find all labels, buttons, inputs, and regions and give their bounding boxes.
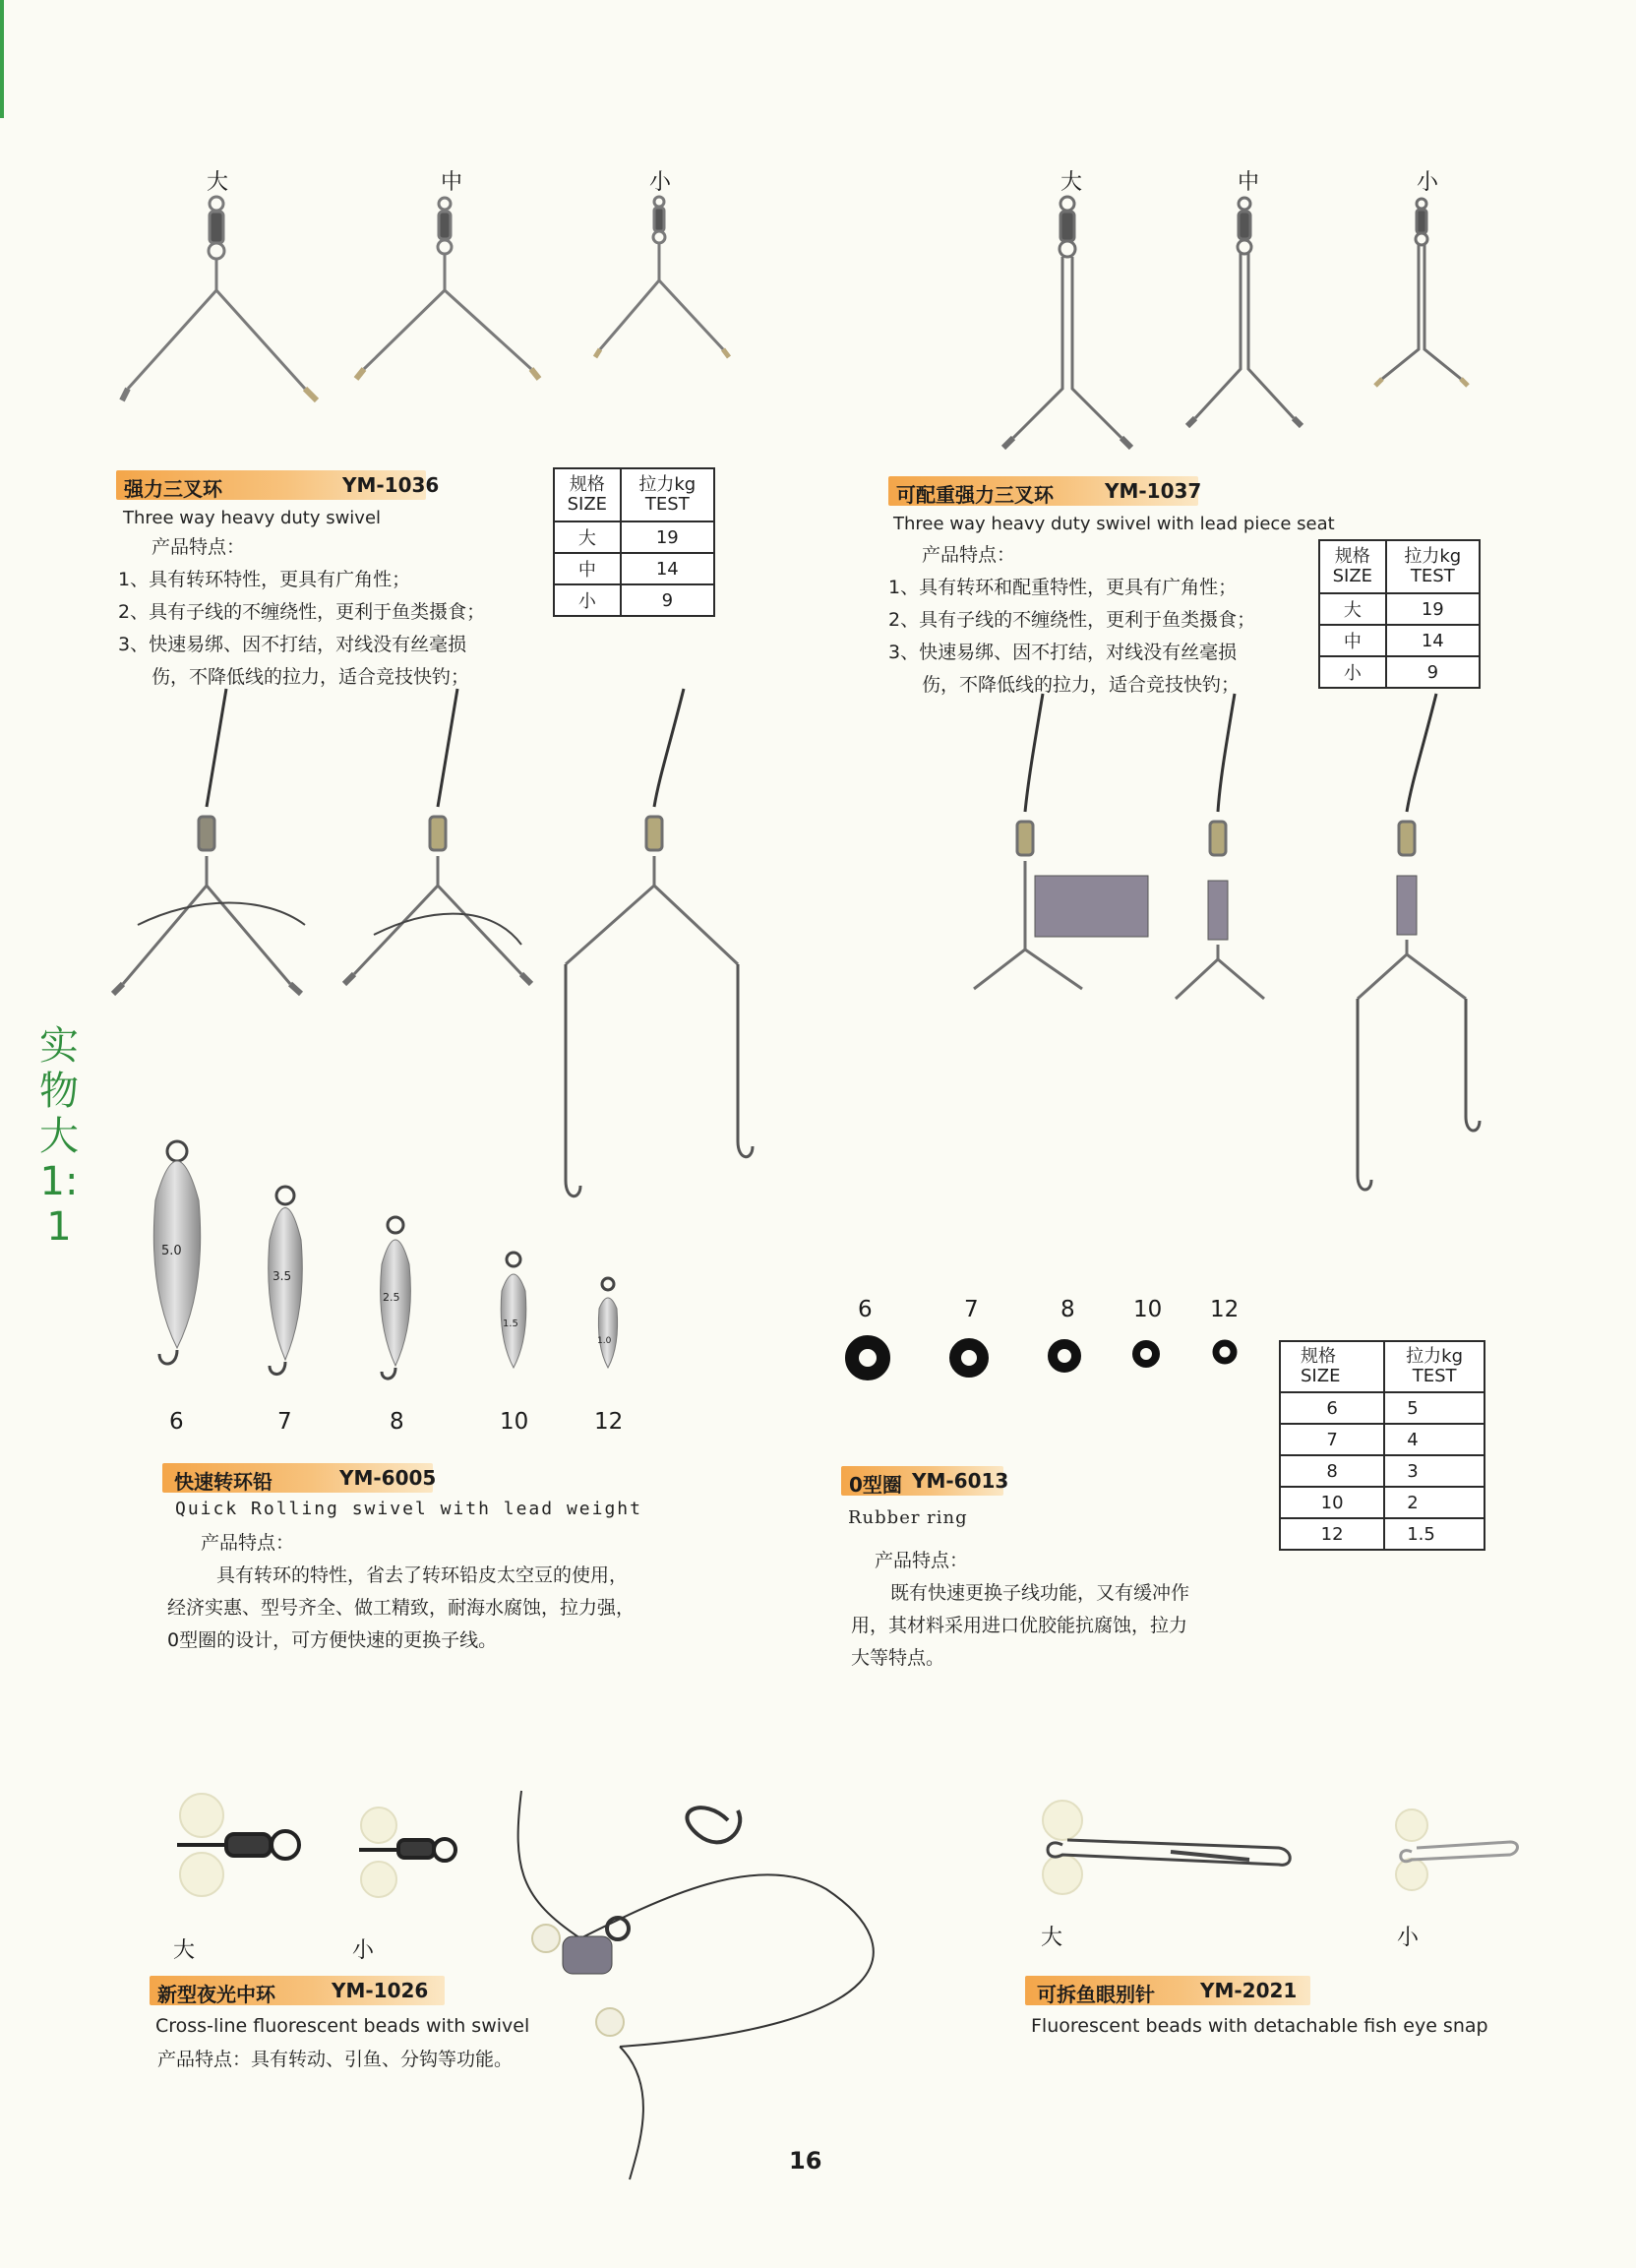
weight-mark: 1.5 xyxy=(503,1318,518,1329)
size-label-large: 大 xyxy=(173,1938,196,1963)
product-name-cn: 新型夜光中环 xyxy=(157,1983,275,2006)
product-name-cn: 可配重强力三叉环 xyxy=(896,483,1054,507)
fluorescent-rig-illustration xyxy=(502,1791,935,2184)
weight-mark: 2.5 xyxy=(383,1291,400,1304)
weight-mark: 1.0 xyxy=(597,1336,612,1346)
product-name-cn: 可拆鱼眼别针 xyxy=(1037,1983,1155,2006)
product-code: YM-1037 xyxy=(1105,479,1202,503)
product-name-cn: 快速转环铅 xyxy=(174,1470,273,1494)
product-name-en: Rubber ring xyxy=(848,1507,968,1528)
table-row: 中 14 xyxy=(1319,625,1480,656)
table-row: 12 1.5 xyxy=(1280,1518,1485,1550)
size-label-small: 小 xyxy=(1397,1926,1420,1950)
table-header-size: 规格 SIZE xyxy=(1280,1341,1384,1392)
rubber-ring-illustrations xyxy=(836,1328,1249,1397)
size-label-small: 小 xyxy=(1417,170,1439,195)
table-row: 6 5 xyxy=(1280,1392,1485,1424)
fish-eye-snap-illustrations xyxy=(1023,1791,1535,1919)
table-header-test: 拉力kg TEST xyxy=(621,468,714,521)
table-row: 8 3 xyxy=(1280,1455,1485,1487)
table-row: 7 4 xyxy=(1280,1424,1485,1455)
feature-list-ym6013 xyxy=(851,1545,1189,1675)
table-row: 大 19 xyxy=(554,521,714,553)
table-header-size: 规格 SIZE xyxy=(554,468,621,521)
feature-item: 伤，不降低线的拉力，适合竞技快钓； xyxy=(151,666,470,688)
rig-illustrations-ym1037 xyxy=(954,694,1505,1205)
table-header-test: 拉力kg TEST xyxy=(1386,540,1480,593)
feature-item: 既有快速更换子线功能，又有缓冲作 xyxy=(890,1582,1190,1604)
features-title: 产品特点： xyxy=(875,1550,969,1571)
lead-weight-illustrations xyxy=(138,1132,669,1387)
weight-size-label: 7 xyxy=(277,1409,292,1435)
feature-list-ym1036 xyxy=(118,531,485,694)
rig-illustrations-ym1036 xyxy=(108,689,757,1200)
product-code: YM-1036 xyxy=(342,473,440,497)
weight-mark: 5.0 xyxy=(161,1244,182,1258)
feature-list-ym1037 xyxy=(888,539,1255,702)
ring-size-label: 6 xyxy=(858,1297,873,1322)
feature-item: 具有转环的特性，省去了转环铅皮太空豆的使用， xyxy=(216,1564,629,1586)
product-name-en: Fluorescent beads with detachable fish eye snap xyxy=(1031,2015,1488,2037)
table-row: 小 9 xyxy=(1319,656,1480,688)
table-row: 小 9 xyxy=(554,584,714,616)
ring-size-label: 8 xyxy=(1060,1297,1075,1322)
feature-item: 经济实惠、型号齐全、做工精致，耐海水腐蚀，拉力强， xyxy=(167,1597,636,1619)
fluorescent-swivel-illustrations xyxy=(157,1791,482,1929)
feature-item: 3、快速易绑、因不打结，对线没有丝毫损 xyxy=(888,642,1238,663)
table-row: 10 2 xyxy=(1280,1487,1485,1518)
ring-size-label: 7 xyxy=(964,1297,979,1322)
feature-item: 2、具有子线的不缠绕性，更利于鱼类摄食； xyxy=(118,601,486,623)
weight-size-label: 8 xyxy=(390,1409,404,1435)
size-label-large: 大 xyxy=(207,170,229,195)
three-way-swivel-illustrations xyxy=(98,192,561,418)
title-band-ym6005 xyxy=(162,1463,437,1494)
three-way-lead-swivel-illustrations xyxy=(994,192,1505,458)
feature-item: 伤，不降低线的拉力，适合竞技快钓； xyxy=(922,674,1241,696)
features-title: 产品特点： xyxy=(151,536,246,558)
features-title: 产品特点： xyxy=(922,544,1016,566)
three-way-swivel-small-illustration xyxy=(585,192,772,369)
weight-size-label: 10 xyxy=(500,1409,529,1435)
feature-item: 1、具有转环特性，更具有广角性； xyxy=(118,569,411,590)
feature-item: 2、具有子线的不缠绕性，更利于鱼类摄食； xyxy=(888,609,1256,631)
spec-table-ym1037 xyxy=(1318,539,1481,689)
product-name-en: Cross-line fluorescent beads with swivel xyxy=(155,2015,530,2037)
title-band-ym1026 xyxy=(150,1976,445,2005)
feature-item: 0型圈的设计，可方便快速的更换子线。 xyxy=(167,1629,498,1651)
features-title: 产品特点： xyxy=(201,1532,295,1554)
spec-table-ym6013 xyxy=(1279,1340,1485,1551)
size-label-large: 大 xyxy=(1041,1926,1063,1950)
product-name-cn: 强力三叉环 xyxy=(124,477,222,501)
product-name-en: Three way heavy duty swivel xyxy=(123,508,382,528)
product-name-en: Quick Rolling swivel with lead weight xyxy=(175,1499,642,1519)
feature-item: 1、具有转环和配重特性，更具有广角性； xyxy=(888,577,1238,598)
feature-line-ym1026: 产品特点：具有转动、引鱼、分钩等功能。 xyxy=(157,2049,514,2070)
margin-accent xyxy=(0,0,4,118)
title-band-ym1036 xyxy=(116,470,440,501)
size-label-small: 小 xyxy=(649,170,672,195)
table-row: 大 19 xyxy=(1319,593,1480,625)
size-label-medium: 中 xyxy=(1238,170,1260,195)
product-name-cn: 0型圈 xyxy=(849,1473,902,1497)
size-label-small: 小 xyxy=(352,1938,375,1963)
ring-size-label: 12 xyxy=(1210,1297,1240,1322)
size-label-medium: 中 xyxy=(441,170,463,195)
title-band-ym2021 xyxy=(1025,1976,1310,2005)
product-code: YM-6005 xyxy=(339,1466,437,1490)
feature-item: 3、快速易绑、因不打结，对线没有丝毫损 xyxy=(118,634,467,655)
title-band-ym1037 xyxy=(888,476,1202,507)
table-header-size: 规格 SIZE xyxy=(1319,540,1386,593)
table-header-test: 拉力kg TEST xyxy=(1384,1341,1485,1392)
page-number: 16 xyxy=(789,2147,822,2175)
feature-item: 大等特点。 xyxy=(851,1647,945,1669)
title-band-ym6013 xyxy=(841,1466,1009,1497)
weight-size-label: 12 xyxy=(594,1409,624,1435)
product-code: YM-6013 xyxy=(912,1469,1009,1493)
size-label-large: 大 xyxy=(1060,170,1083,195)
product-name-en: Three way heavy duty swivel with lead piece seat xyxy=(893,514,1335,534)
feature-item: 用，其材料采用进口优胶能抗腐蚀，拉力 xyxy=(851,1615,1188,1636)
feature-list-ym6005 xyxy=(167,1527,635,1657)
weight-mark: 3.5 xyxy=(273,1269,292,1283)
ring-size-label: 10 xyxy=(1133,1297,1163,1322)
spec-table-ym1036 xyxy=(553,467,715,617)
weight-size-label: 6 xyxy=(169,1409,184,1435)
scale-side-label: 实物大1:1 xyxy=(39,1023,79,1250)
product-code: YM-2021 xyxy=(1200,1979,1298,2002)
table-row: 中 14 xyxy=(554,553,714,584)
product-code: YM-1026 xyxy=(332,1979,429,2002)
